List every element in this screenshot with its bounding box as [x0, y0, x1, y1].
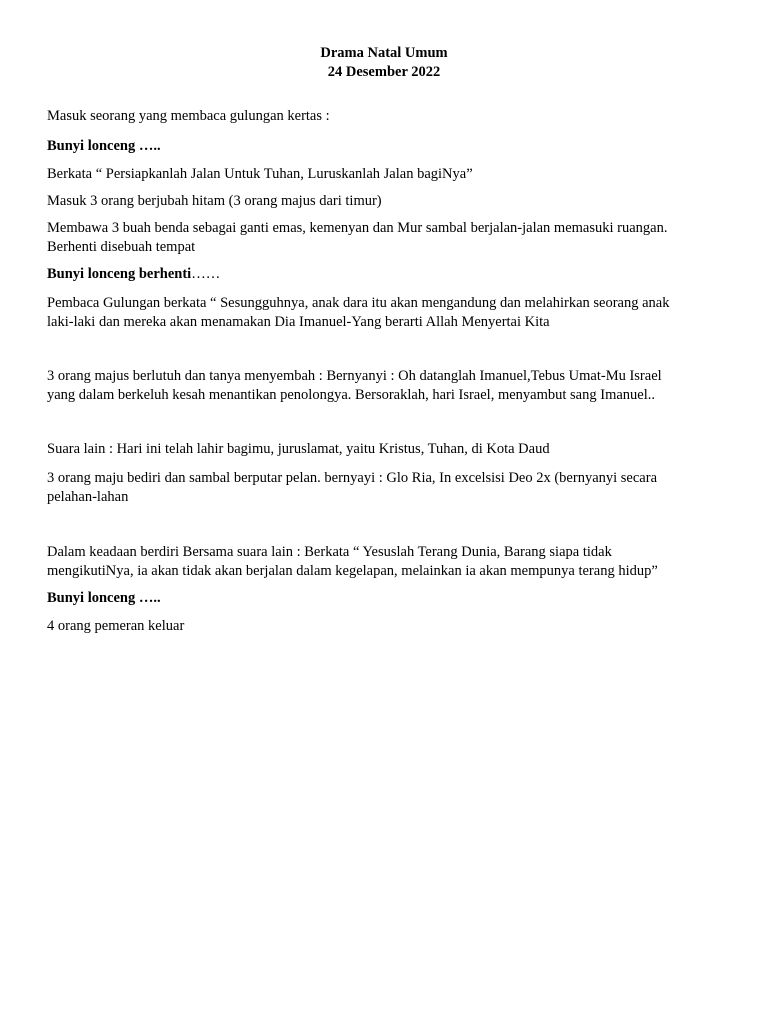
paragraph-light-of-world: [47, 543, 727, 581]
paragraph-exit: 4 orang pemeran keluar: [47, 618, 185, 634]
paragraph-gloria-line-1: 3 orang maju bediri dan sambal berputar pelan. bernyayi : Glo Ria, In excelsisi Deo 2x (bernyanyi secara: [47, 470, 657, 486]
paragraph-light-of-world-line-2: mengikutiNya, ia akan tidak akan berjalan dalam kegelapan, melainkan ia akan mempunya terang hidup”: [47, 563, 658, 579]
paragraph-gloria-line-2: pelahan-lahan: [47, 489, 129, 505]
paragraph-gifts: [47, 219, 727, 257]
stage-direction-bell-stop: [47, 265, 727, 284]
paragraph-gifts-line-1: Membawa 3 buah benda sebagai ganti emas, kemenyan dan Mur sambal berjalan-jalan memasuki ruangan.: [47, 220, 668, 236]
paragraph-speech-1: Berkata “ Persiapkanlah Jalan Untuk Tuhan, Luruskanlah Jalan bagiNya”: [47, 166, 473, 182]
paragraph-magi-kneel-line-2: yang dalam berkeluh kesah menantikan penolongya. Bersoraklah, hari Israel, menyambut sang Imanuel..: [47, 387, 655, 403]
document-title: Drama Natal Umum: [320, 45, 448, 61]
bell-stop-ellipsis: ……: [191, 266, 221, 282]
paragraph-other-voice: Suara lain : Hari ini telah lahir bagimu, juruslamat, yaitu Kristus, Tuhan, di Kota Daud: [47, 441, 550, 457]
paragraph-intro: Masuk seorang yang membaca gulungan kertas :: [47, 108, 330, 124]
paragraph-scroll-reader-line-2: laki-laki dan mereka akan menamakan Dia Imanuel-Yang berarti Allah Menyertai Kita: [47, 314, 550, 330]
paragraph-gloria: [47, 469, 727, 507]
bell-stop-bold-text: Bunyi lonceng berhenti: [47, 266, 192, 282]
stage-direction-bell-2: Bunyi lonceng …..: [47, 590, 161, 606]
document-date: 24 Desember 2022: [327, 64, 441, 80]
paragraph-entry-magi: Masuk 3 orang berjubah hitam (3 orang majus dari timur): [47, 193, 382, 209]
paragraph-scroll-reader: [47, 294, 727, 332]
paragraph-gifts-line-2: Berhenti disebuah tempat: [47, 239, 196, 255]
paragraph-magi-kneel-line-1: 3 orang majus berlutuh dan tanya menyembah : Bernyanyi : Oh datanglah Imanuel,Tebus Umat-Mu Israel: [47, 368, 662, 384]
paragraph-scroll-reader-line-1: Pembaca Gulungan berkata “ Sesungguhnya, anak dara itu akan mengandung dan melahirkan seorang anak: [47, 295, 670, 311]
stage-direction-bell-1: Bunyi lonceng …..: [47, 138, 161, 154]
paragraph-light-of-world-line-1: Dalam keadaan berdiri Bersama suara lain : Berkata “ Yesuslah Terang Dunia, Barang siapa tidak: [47, 544, 612, 560]
paragraph-magi-kneel: [47, 367, 727, 405]
